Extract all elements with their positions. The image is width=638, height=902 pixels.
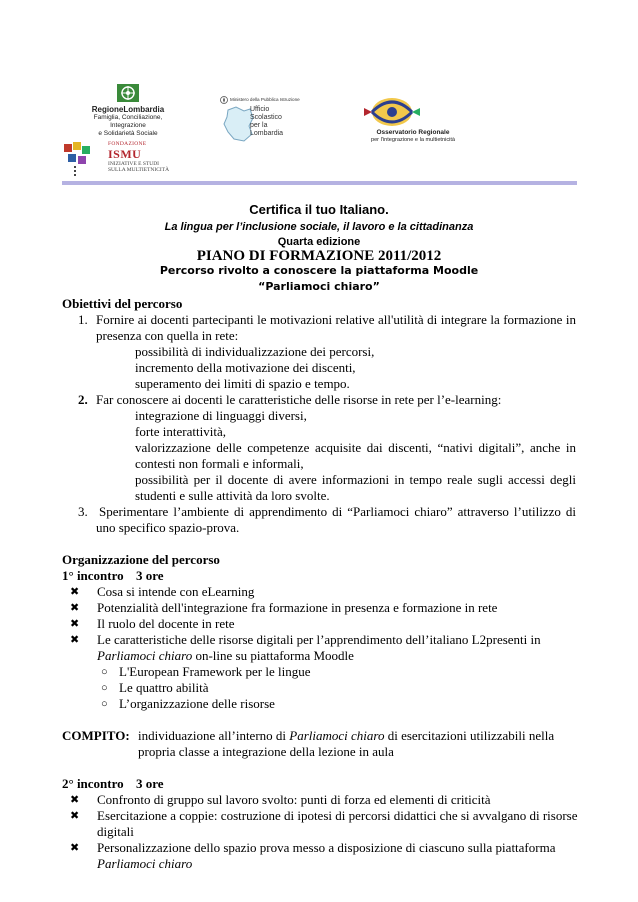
objective-2-sub-6: studenti e sulle attività da loro svolte. (135, 488, 330, 503)
task-pre: individuazione all’interno di (138, 728, 290, 743)
parliamoci-chiaro-italic: Parliamoci chiaro (97, 648, 193, 663)
ministero-line-1: Ufficio (250, 106, 270, 113)
meeting-1-bullet-1: Cosa si intende con eLearning (97, 584, 255, 599)
meeting-1-bullet-3: Il ruolo del docente in rete (97, 616, 235, 631)
osservatorio-line-1: Osservatorio Regionale (376, 129, 450, 136)
circle-bullet-icon: ○ (101, 666, 108, 678)
objective-2-sub-2: forte interattività, (135, 424, 226, 439)
circle-bullet-icon: ○ (101, 698, 108, 710)
lombardia-rose-icon (117, 84, 139, 102)
meeting-1-label: 1° incontro (62, 568, 124, 583)
objective-1-line-1: Fornire ai docenti partecipanti le motivazioni relative all'utilità di integrare la formazione in (96, 312, 576, 327)
osservatorio-line-2: per l'integrazione e la multietnicità (370, 137, 456, 143)
task-line-1 (138, 728, 554, 744)
circle-bullet-icon: ○ (101, 682, 108, 694)
meeting-2-bullet-2: Esercitazione a coppie: costruzione di ipotesi di percorsi didattici che si avvalgano di risorse (97, 808, 578, 823)
ministero-line-4: Lombardia (250, 130, 284, 137)
plan-title: PIANO DI FORMAZIONE 2011/2012 (196, 248, 442, 264)
logo-regione-lombardia (88, 84, 168, 138)
objective-2-number: 2. (78, 392, 88, 407)
meeting-1-bullet-2: Potenzialità dell'integrazione fra formazione in presenza e formazione in rete (97, 600, 498, 615)
bullet-x-icon: ✖ (70, 810, 80, 822)
meeting-1-bullet-4: Le caratteristiche delle risorse digitali per l’apprendimento dell’italiano L2presenti in (97, 632, 541, 647)
ismu-sub-2: SULLA MULTIETNICITÀ (108, 167, 170, 173)
objective-2-sub-3: valorizzazione delle competenze acquisite dai discenti, “nativi digitali”, anche in (135, 440, 576, 455)
logo-osservatorio (338, 94, 488, 143)
platform-title: “Parliamoci chiaro” (258, 280, 380, 293)
edition-label: Quarta edizione (277, 236, 361, 248)
page-subtitle: La lingua per l’inclusione sociale, il lavoro e la cittadinanza (164, 221, 474, 233)
bullet-x-icon: ✖ (70, 842, 80, 854)
objective-2-line-1: Far conoscere ai docenti le caratteristiche delle risorse in rete per l’e-learning: (96, 392, 502, 407)
lombardia-name: RegioneLombardia (91, 105, 165, 114)
logo-ministero (218, 96, 318, 146)
objective-1-sub-2: incremento della motivazione dei discenti, (135, 360, 356, 375)
meeting-1-bullet-4-rest: on-line su piattaforma Moodle (192, 648, 354, 663)
objective-1-line-2: presenza con quella in rete: (96, 328, 239, 343)
objective-3-line-1: Sperimentare l’ambiente di apprendimento di “Parliamoci chiaro” attraverso l’utilizzo di (99, 504, 576, 519)
page-title: Certifica il tuo Italiano. (249, 202, 389, 217)
ismu-emblem-icon (62, 140, 96, 180)
ismu-sub-1: INIZIATIVE E STUDI (108, 161, 160, 167)
objective-2-sub-4: contesti non formali e informali, (135, 456, 304, 471)
ministero-emblem-icon (220, 96, 228, 104)
meeting-1-bullet-4-cont (97, 648, 354, 664)
meeting-1-hours: 3 ore (136, 568, 164, 583)
objective-1-sub-3: superamento dei limiti di spazio e tempo. (135, 376, 350, 391)
meeting-2-bullet-3-cont: Parliamoci chiaro (97, 856, 193, 871)
meeting-2-label: 2° incontro (62, 776, 124, 791)
bullet-x-icon: ✖ (70, 618, 80, 630)
objective-3-number: 3. (78, 504, 88, 519)
task-post: di esercitazioni utilizzabili nella (384, 728, 555, 743)
organization-heading: Organizzazione del percorso (62, 552, 220, 567)
meeting-2-hours: 3 ore (136, 776, 164, 791)
meeting-1-sub-3: L’organizzazione delle risorse (119, 696, 275, 711)
lombardia-sub-2: Integrazione (110, 122, 146, 129)
bullet-x-icon: ✖ (70, 634, 80, 646)
lombardia-sub-1: Famiglia, Conciliazione, (93, 114, 163, 121)
ministero-line-2: Scolastico (250, 114, 282, 121)
ministero-header: Ministero della Pubblica Istruzione (230, 97, 300, 102)
logo-ismu (62, 140, 172, 180)
header-divider (62, 181, 577, 185)
objective-1-number: 1. (78, 312, 88, 327)
meeting-2-bullet-1: Confronto di gruppo sul lavoro svolto: punti di forza ed elementi di criticità (97, 792, 491, 807)
osservatorio-globe-icon (362, 94, 422, 130)
objectives-heading: Obiettivi del percorso (62, 296, 183, 311)
objective-2-sub-5: possibilità per il docente di avere informazioni in tempo reale sugli accessi degli (135, 472, 576, 487)
course-title: Percorso rivolto a conoscere la piattaforma Moodle (159, 264, 479, 277)
ismu-top: FONDAZIONE (108, 141, 147, 147)
bullet-x-icon: ✖ (70, 586, 80, 598)
objective-2-sub-1: integrazione di linguaggi diversi, (135, 408, 307, 423)
task-italic: Parliamoci chiaro (289, 728, 385, 743)
bullet-x-icon: ✖ (70, 602, 80, 614)
objective-1-sub-1: possibilità di individualizzazione dei percorsi, (135, 344, 375, 359)
objective-3-line-2: uno specifico spazio-prova. (96, 520, 240, 535)
task-line-2: propria classe a integrazione della lezione in aula (138, 744, 394, 759)
meeting-1-sub-1: L'European Framework per le lingue (119, 664, 311, 679)
ismu-name: ISMU (108, 147, 142, 161)
meeting-2-bullet-2-cont: digitali (97, 824, 134, 839)
task-label: COMPITO: (62, 728, 130, 743)
bullet-x-icon: ✖ (70, 794, 80, 806)
meeting-2-bullet-3: Personalizzazione dello spazio prova messo a disposizione di ciascuno sulla piattaforma (97, 840, 556, 855)
lombardia-sub-3: e Solidarietà Sociale (98, 130, 158, 137)
ministero-line-3: per la (250, 122, 268, 129)
meeting-1-sub-2: Le quattro abilità (119, 680, 209, 695)
